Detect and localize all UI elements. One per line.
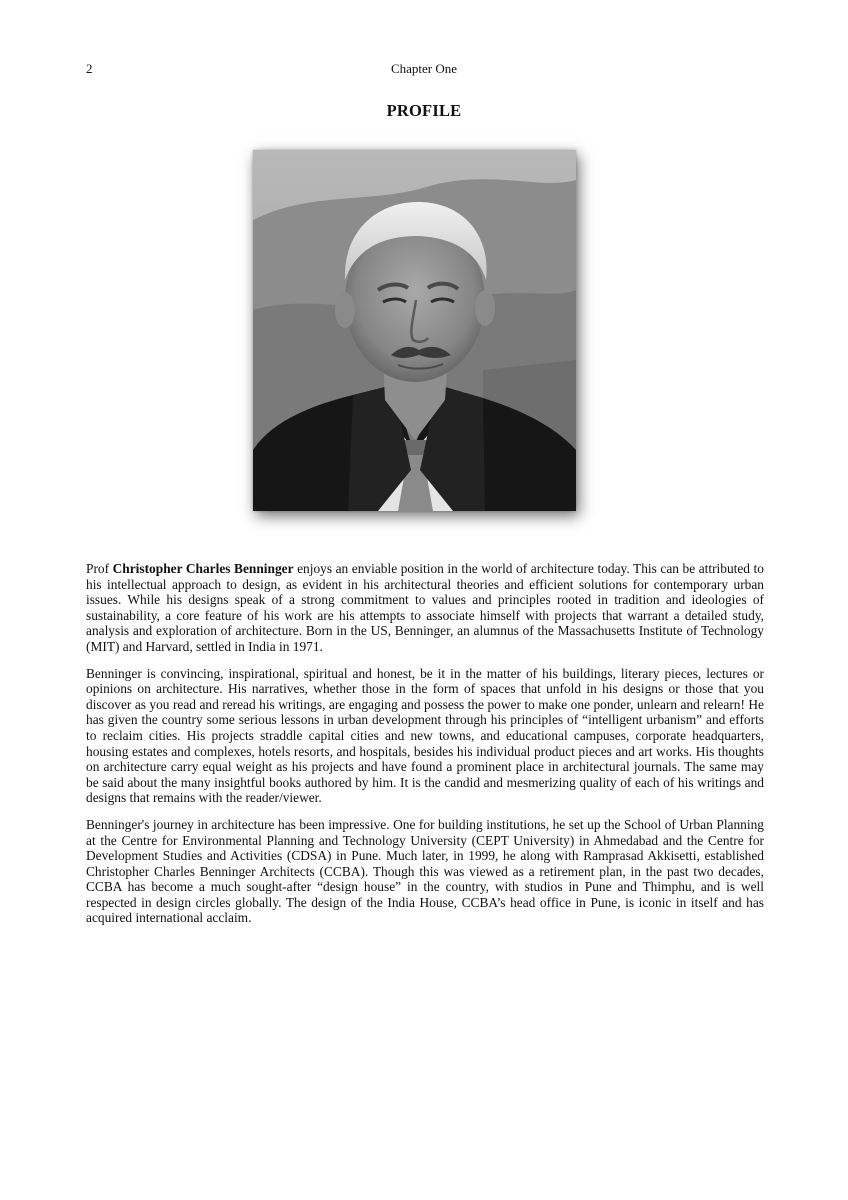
running-head: Chapter One — [390, 61, 458, 76]
profile-name: Christopher Charles Benninger — [112, 561, 294, 576]
paragraph: Benninger's journey in architecture has been impressive. One for building institutions, he set up the School of Urban Planning at the Centre for Environmental Planning and Technology University (CEPT University) in Ahmedabad and the Centre for Development Studies and Activities (CDSA) in Pune. Much later, in 1999, he along with Ramprasad Akkisetti, established Christopher Charles Benninger Architects (CCBA). Though this was viewed as a retirement plan, in the past two decades, CCBA has become a much sought-after “design house” in the country, with studios in Pune and Thimphu, and is well respected in design circles globally. The design of the India House, CCBA’s head office in Pune, is iconic in itself and has acquired international acclaim. — [86, 816, 764, 926]
paragraph — [86, 561, 764, 655]
profile-body — [86, 561, 764, 937]
paragraph-prefix: Prof — [86, 561, 113, 576]
portrait-photo — [253, 150, 576, 511]
paragraph: Benninger is convincing, inspirational, spiritual and honest, be it in the matter of his buildings, literary pieces, lectures or opinions on architecture. His narratives, whether those in the form of spaces that unfold in his designs or those that you discover as you read and reread his writings, are engaging and possess the power to make one ponder, unlearn and relearn! He has given the country some serious lessons in urban development through his principles of “intelligent urbanism” and efforts to reclaim cities. His projects straddle capital cities and new towns, and educational campuses, corporate headquarters, housing estates and complexes, hotels resorts, and hospitals, besides his individual product pieces and art works. His thoughts on architecture carry equal weight as his projects and have found a prominent place in architectural journals. The same may be said about the many insightful books authored by him. It is the candid and mesmerizing quality of each of his writings and designs that remains with the reader/viewer. — [86, 665, 764, 806]
section-title: PROFILE — [386, 101, 462, 120]
paragraph-text: enjoys an enviable position in the world of architecture today. This can be attributed to his intellectual approach to design, as evident in his architectural theories and efficient solutions for contemporary urban issues. While his designs speak of a strong commitment to values and principles rooted in tradition and ideologies of sustainability, a core feature of his work are his attempts to associate himself with projects that warrant a detailed study, analysis and exploration of architecture. Born in the US, Benninger, an alumnus of the Massachusetts Institute of Technology (MIT) and Harvard, settled in India in 1971. — [86, 561, 764, 654]
page-number: 2 — [86, 61, 93, 76]
portrait-photo-icon — [253, 150, 576, 511]
